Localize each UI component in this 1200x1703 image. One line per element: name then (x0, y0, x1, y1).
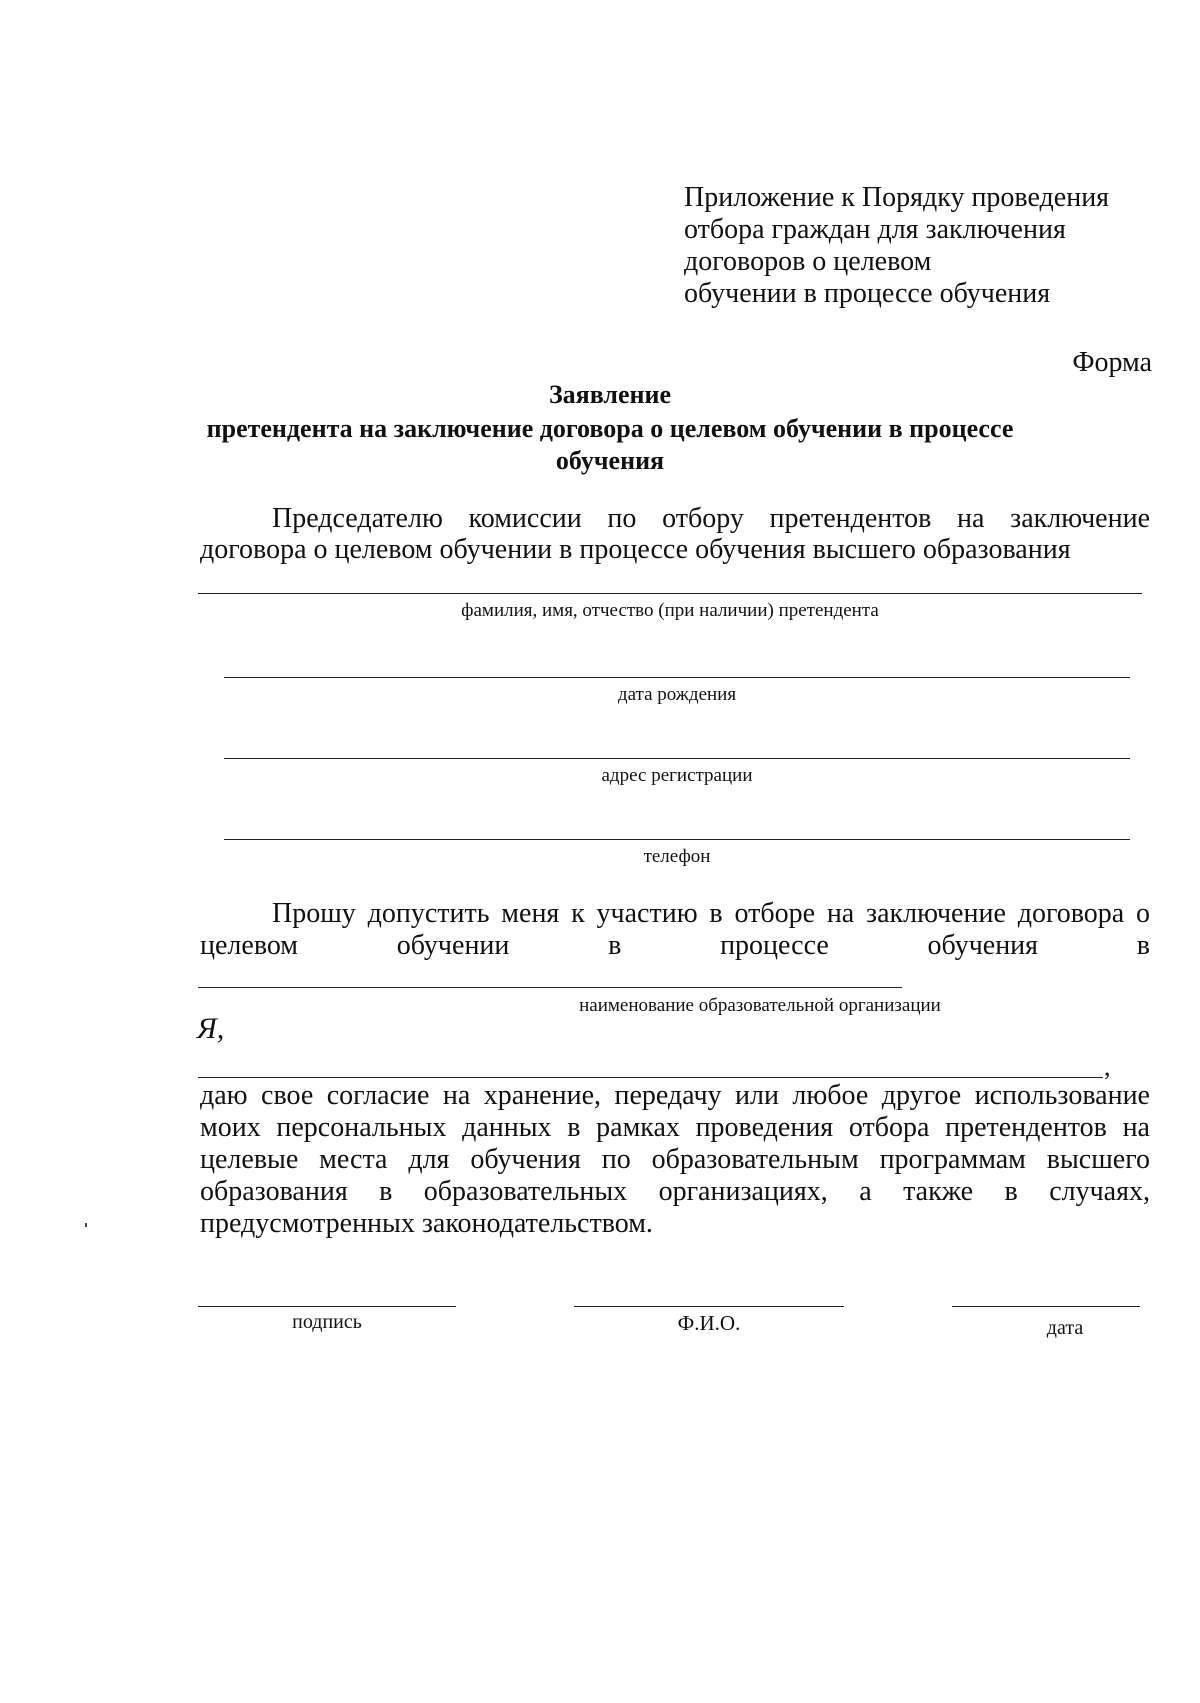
phone-caption: телефон (643, 846, 711, 867)
signature-caption: подпись (292, 1311, 362, 1333)
organization-input-line[interactable] (198, 987, 902, 988)
address-input-line[interactable] (224, 758, 1130, 759)
fio-signature-input-line[interactable] (574, 1306, 844, 1307)
request-line2: целевом обучении в процессе обучения в (200, 930, 1150, 961)
document-subtitle-line2: обучения (555, 446, 665, 475)
phone-input-line[interactable] (224, 839, 1130, 840)
appendix-line: обучении в процессе обучения (684, 278, 1051, 309)
signature-input-line[interactable] (198, 1306, 456, 1307)
comma: , (1104, 1052, 1111, 1081)
consent-line: даю свое согласие на хранение, передачу или любое другое использование (200, 1080, 1150, 1111)
name-input-line[interactable] (198, 1077, 1103, 1078)
appendix-line: договоров о целевом (684, 246, 932, 277)
consent-line: предусмотренных законодательством. (200, 1208, 653, 1239)
consent-line: образования в образовательных организациях, а также в случаях, (200, 1176, 1150, 1207)
birthdate-caption: дата рождения (617, 684, 737, 705)
document-title: Заявление (548, 380, 672, 409)
request-line1: Прошу допустить меня к участию в отборе на заключение договора о (272, 898, 1150, 929)
date-caption: дата (1046, 1317, 1084, 1339)
appendix-line: отбора граждан для заключения (684, 214, 1066, 245)
ya-label: Я, (197, 1012, 225, 1045)
form-label: Форма (1072, 347, 1152, 378)
address-caption: адрес регистрации (601, 765, 753, 786)
consent-line: моих персональных данных в рамках проведения отбора претендентов на (200, 1112, 1150, 1143)
consent-line: целевые места для обучения по образовательным программам высшего (200, 1144, 1150, 1175)
appendix-line: Приложение к Порядку проведения (684, 182, 1110, 213)
consent-paragraph (200, 1080, 1150, 1240)
date-input-line[interactable] (952, 1306, 1140, 1307)
fio-input-line[interactable] (198, 593, 1142, 594)
document-subtitle-line1: претендента на заключение договора о целевом обучении в процессе (206, 414, 1014, 443)
addressee-line2: договора о целевом обучении в процессе обучения высшего образования (200, 534, 1071, 565)
fio-caption: фамилия, имя, отчество (при наличии) претендента (461, 600, 879, 621)
fio-signature-caption: Ф.И.О. (677, 1311, 741, 1335)
appendix-note (684, 182, 1154, 310)
birthdate-input-line[interactable] (224, 677, 1130, 678)
organization-caption: наименование образовательной организации (579, 995, 941, 1016)
addressee-line1: Председателю комиссии по отбору претендентов на заключение (272, 503, 1150, 534)
scan-speck (85, 1223, 87, 1227)
